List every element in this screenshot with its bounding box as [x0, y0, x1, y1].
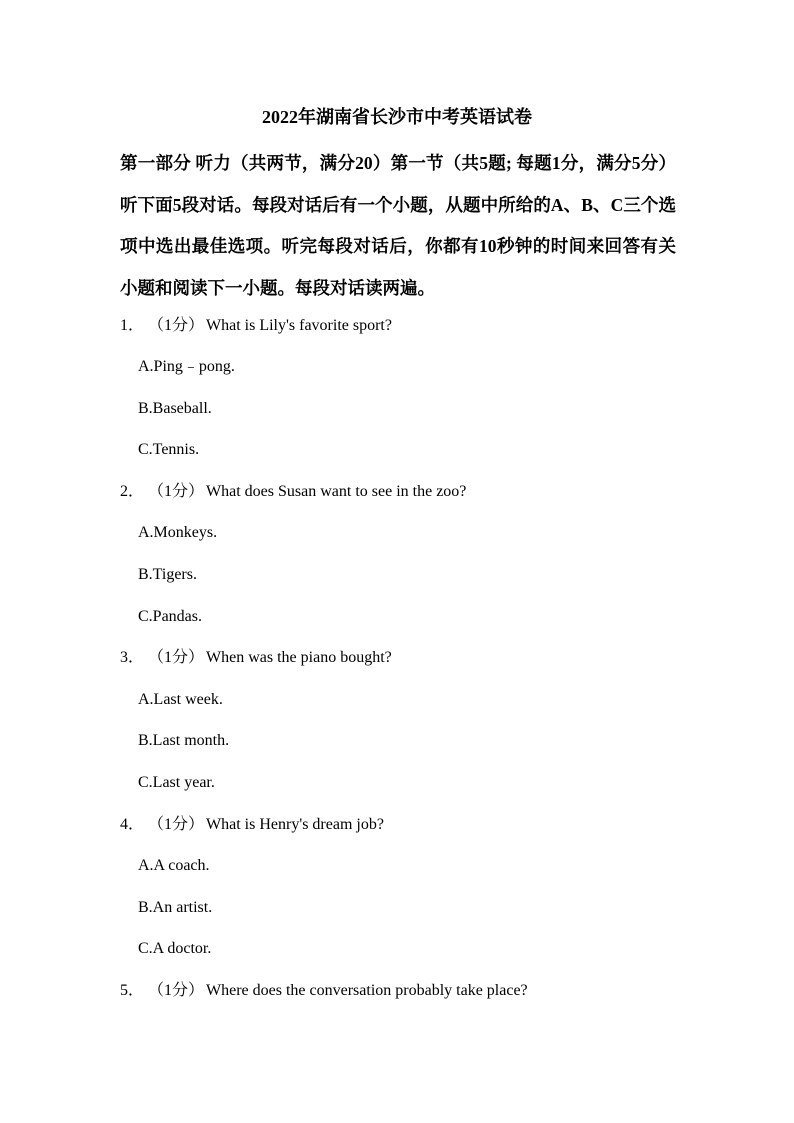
question-text: What does Susan want to see in the zoo? — [206, 483, 467, 500]
option-c: C.A doctor. — [138, 940, 212, 957]
option-c: C.Pandas. — [138, 608, 202, 625]
question-text: What is Lily's favorite sport? — [206, 317, 392, 334]
option-a: A.Last week. — [138, 691, 223, 708]
question-score: （1分） — [148, 816, 205, 833]
question-5 — [120, 980, 528, 1002]
question-score: （1分） — [148, 483, 205, 500]
question-number: 3． — [120, 649, 145, 666]
listening-instructions: 第一部分 听力（共两节，满分20）第一节（共5题; 每题1分，满分5分）听下面5段对话。每段对话后有一个小题，从题中所给的A、B、C三个选项中选出最佳选项。听完每段对话后，你都有10秒钟的时间来回答有关小题和阅读下一小题。每段对话读两遍。 — [120, 153, 676, 298]
option-a: A.Ping﹣pong. — [138, 358, 235, 375]
option-b: B.An artist. — [138, 899, 213, 916]
question-score: （1分） — [148, 649, 205, 666]
option-c: C.Last year. — [138, 774, 215, 791]
question-number: 1． — [120, 317, 145, 334]
question-2 — [120, 481, 466, 503]
question-number: 2． — [120, 483, 145, 500]
question-4 — [120, 814, 384, 836]
question-text: Where does the conversation probably take place? — [206, 982, 528, 999]
exam-title: 2022年湖南省长沙市中考英语试卷 — [262, 107, 532, 127]
question-number: 4． — [120, 816, 145, 833]
option-b: B.Last month. — [138, 732, 230, 749]
option-a: A.Monkeys. — [138, 524, 218, 541]
option-c: C.Tennis. — [138, 441, 200, 458]
question-score: （1分） — [148, 982, 205, 999]
question-number: 5． — [120, 982, 145, 999]
question-text: What is Henry's dream job? — [206, 816, 384, 833]
question-3 — [120, 647, 392, 669]
question-text: When was the piano bought? — [206, 649, 392, 666]
option-a: A.A coach. — [138, 857, 210, 874]
option-b: B.Tigers. — [138, 566, 197, 583]
option-b: B.Baseball. — [138, 400, 212, 417]
question-1 — [120, 315, 392, 337]
question-score: （1分） — [148, 317, 205, 334]
